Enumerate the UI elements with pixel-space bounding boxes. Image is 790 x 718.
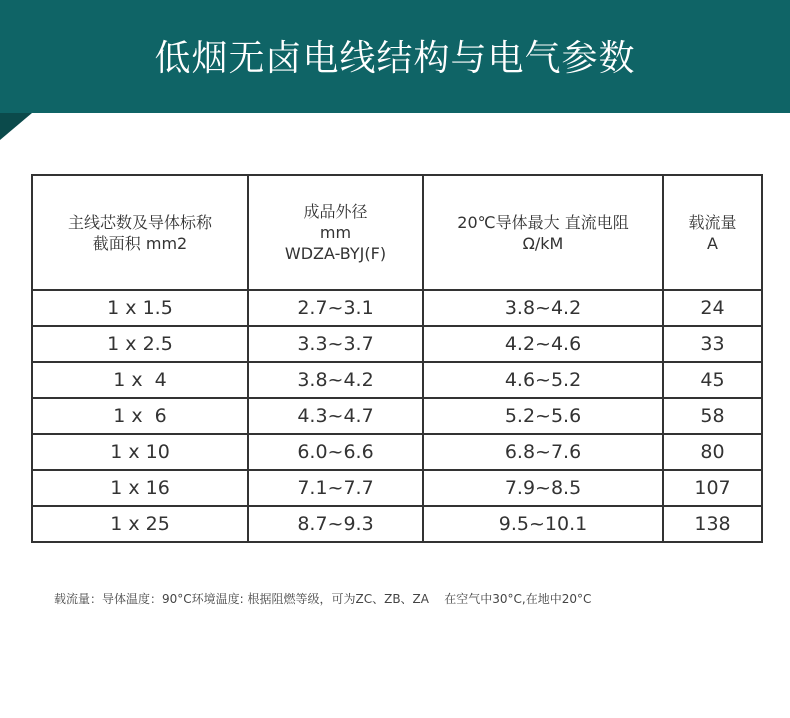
parameter-table-container (31, 174, 761, 543)
cell-outer-diameter: 3.8~4.2 (248, 362, 423, 398)
table-row (32, 398, 762, 434)
cell-current-capacity: 24 (663, 290, 762, 326)
cell-current-capacity: 45 (663, 362, 762, 398)
table-row (32, 362, 762, 398)
cell-current-capacity: 58 (663, 398, 762, 434)
cell-outer-diameter: 7.1~7.7 (248, 470, 423, 506)
table-row (32, 290, 762, 326)
cell-dc-resistance: 4.2~4.6 (423, 326, 663, 362)
cell-outer-diameter: 2.7~3.1 (248, 290, 423, 326)
table-row (32, 506, 762, 542)
banner-fold-decoration (0, 113, 32, 140)
cell-dc-resistance: 5.2~5.6 (423, 398, 663, 434)
header-current-capacity: 载流量 A (663, 175, 762, 290)
cell-cross-section: 1 x 25 (32, 506, 248, 542)
cell-current-capacity: 80 (663, 434, 762, 470)
cell-current-capacity: 138 (663, 506, 762, 542)
cell-cross-section: 1 x 6 (32, 398, 248, 434)
cell-outer-diameter: 3.3~3.7 (248, 326, 423, 362)
header-outer-diameter: 成品外径 mm WDZA-BYJ(F) (248, 175, 423, 290)
table-row (32, 326, 762, 362)
cell-outer-diameter: 8.7~9.3 (248, 506, 423, 542)
cell-cross-section: 1 x 16 (32, 470, 248, 506)
cell-dc-resistance: 9.5~10.1 (423, 506, 663, 542)
cell-outer-diameter: 4.3~4.7 (248, 398, 423, 434)
cell-dc-resistance: 7.9~8.5 (423, 470, 663, 506)
cell-current-capacity: 33 (663, 326, 762, 362)
cell-cross-section: 1 x 1.5 (32, 290, 248, 326)
cell-dc-resistance: 3.8~4.2 (423, 290, 663, 326)
cell-current-capacity: 107 (663, 470, 762, 506)
cell-cross-section: 1 x 2.5 (32, 326, 248, 362)
cell-dc-resistance: 4.6~5.2 (423, 362, 663, 398)
header-conductor-cross-section: 主线芯数及导体标称 截面积 mm2 (32, 175, 248, 290)
header-dc-resistance: 20℃导体最大 直流电阻 Ω/kM (423, 175, 663, 290)
footnote: 载流量：导体温度：90°C环境温度: 根据阻燃等级，可为ZC、ZB、ZA 在空气中30°C,在地中20°C (54, 592, 592, 606)
table-row (32, 434, 762, 470)
cell-cross-section: 1 x 10 (32, 434, 248, 470)
table-header-row (32, 175, 762, 290)
cell-outer-diameter: 6.0~6.6 (248, 434, 423, 470)
parameter-table (31, 174, 763, 543)
title-banner (0, 0, 790, 113)
cell-cross-section: 1 x 4 (32, 362, 248, 398)
page-title: 低烟无卤电线结构与电气参数 (154, 38, 636, 79)
table-row (32, 470, 762, 506)
cell-dc-resistance: 6.8~7.6 (423, 434, 663, 470)
